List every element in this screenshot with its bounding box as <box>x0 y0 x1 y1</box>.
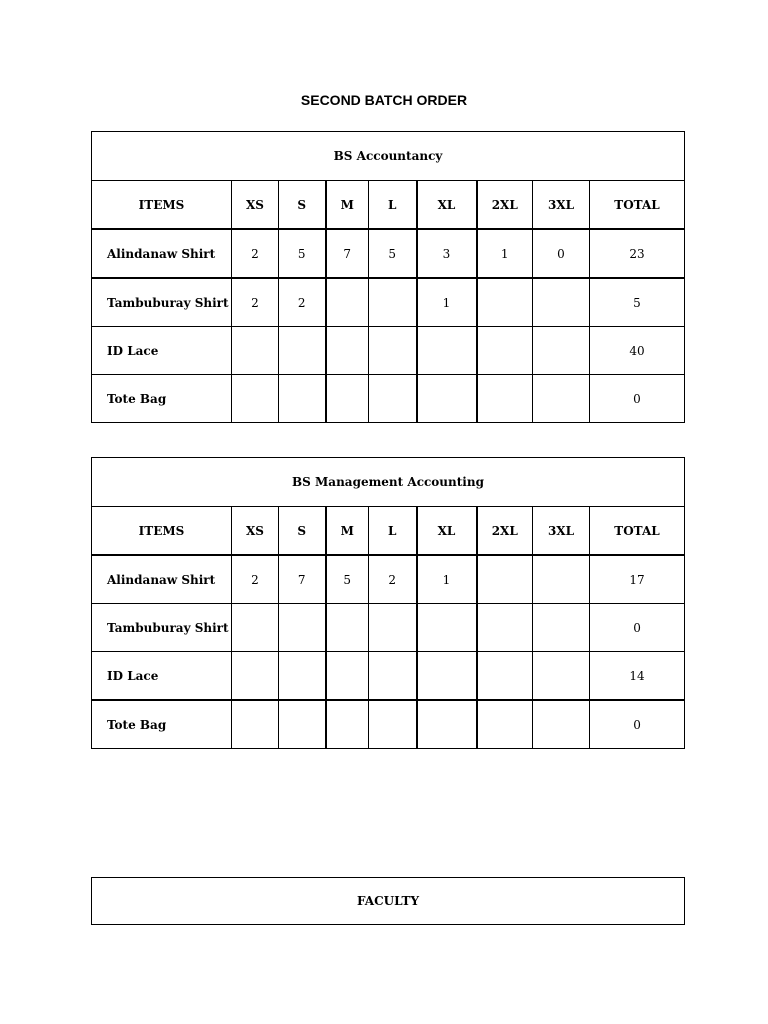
cell-3xl <box>533 700 590 749</box>
column-header-m: M <box>326 507 369 556</box>
item-name: Tote Bag <box>92 375 232 423</box>
cell-total: 5 <box>590 278 685 327</box>
cell-xl <box>417 604 477 652</box>
item-name: ID Lace <box>92 652 232 701</box>
cell-total: 14 <box>590 652 685 701</box>
cell-s: 5 <box>279 229 326 278</box>
table-caption: BS Accountancy <box>92 132 685 181</box>
cell-xs <box>232 375 279 423</box>
column-header-total: TOTAL <box>590 507 685 556</box>
order-table-bs-accountancy <box>91 131 685 423</box>
table-row <box>92 700 685 749</box>
cell-3xl <box>533 555 590 604</box>
column-header-total: TOTAL <box>590 181 685 230</box>
cell-l <box>369 604 417 652</box>
cell-3xl <box>533 604 590 652</box>
table-row <box>92 229 685 278</box>
table-row <box>92 375 685 423</box>
cell-3xl <box>533 278 590 327</box>
cell-2xl <box>477 604 533 652</box>
cell-m <box>326 327 369 375</box>
cell-2xl <box>477 555 533 604</box>
cell-2xl <box>477 278 533 327</box>
cell-m: 7 <box>326 229 369 278</box>
column-header-l: L <box>369 507 417 556</box>
cell-m <box>326 604 369 652</box>
cell-l <box>369 700 417 749</box>
cell-xl: 1 <box>417 278 477 327</box>
cell-xs: 2 <box>232 278 279 327</box>
cell-3xl <box>533 327 590 375</box>
table-row <box>92 278 685 327</box>
cell-xs <box>232 604 279 652</box>
cell-xl <box>417 327 477 375</box>
cell-2xl <box>477 700 533 749</box>
column-header-xs: XS <box>232 181 279 230</box>
cell-l <box>369 375 417 423</box>
cell-l <box>369 278 417 327</box>
faculty-table-header <box>91 877 685 925</box>
order-table-bs-management-accounting <box>91 457 685 749</box>
cell-s <box>279 652 326 701</box>
column-header-2xl: 2XL <box>477 181 533 230</box>
cell-m <box>326 652 369 701</box>
cell-total: 0 <box>590 604 685 652</box>
cell-total: 17 <box>590 555 685 604</box>
column-header-xl: XL <box>417 181 477 230</box>
cell-xs: 2 <box>232 555 279 604</box>
page-title: SECOND BATCH ORDER <box>300 92 468 108</box>
column-header-xl: XL <box>417 507 477 556</box>
cell-s <box>279 604 326 652</box>
cell-l <box>369 652 417 701</box>
column-header-2xl: 2XL <box>477 507 533 556</box>
cell-xl <box>417 375 477 423</box>
cell-2xl: 1 <box>477 229 533 278</box>
cell-total: 0 <box>590 700 685 749</box>
table-row <box>92 652 685 701</box>
cell-s <box>279 327 326 375</box>
cell-l: 5 <box>369 229 417 278</box>
table-caption: BS Management Accounting <box>92 458 685 507</box>
cell-2xl <box>477 375 533 423</box>
cell-m <box>326 375 369 423</box>
cell-xs <box>232 652 279 701</box>
cell-s: 2 <box>279 278 326 327</box>
cell-xs <box>232 700 279 749</box>
cell-3xl: 0 <box>533 229 590 278</box>
item-name: Tambuburay Shirt <box>92 278 232 327</box>
cell-total: 40 <box>590 327 685 375</box>
column-header-m: M <box>326 181 369 230</box>
cell-m <box>326 700 369 749</box>
cell-m <box>326 278 369 327</box>
item-name: ID Lace <box>92 327 232 375</box>
table-row <box>92 604 685 652</box>
cell-m: 5 <box>326 555 369 604</box>
column-header-items: ITEMS <box>92 507 232 556</box>
column-header-l: L <box>369 181 417 230</box>
cell-xl <box>417 700 477 749</box>
faculty-label: FACULTY <box>356 894 420 908</box>
cell-xl <box>417 652 477 701</box>
cell-xl: 3 <box>417 229 477 278</box>
column-header-3xl: 3XL <box>533 181 590 230</box>
item-name: Tambuburay Shirt <box>92 604 232 652</box>
cell-l <box>369 327 417 375</box>
cell-3xl <box>533 375 590 423</box>
cell-l: 2 <box>369 555 417 604</box>
column-header-s: S <box>279 507 326 556</box>
cell-s <box>279 700 326 749</box>
cell-s: 7 <box>279 555 326 604</box>
item-name: Alindanaw Shirt <box>92 555 232 604</box>
cell-s <box>279 375 326 423</box>
cell-3xl <box>533 652 590 701</box>
column-header-xs: XS <box>232 507 279 556</box>
column-header-3xl: 3XL <box>533 507 590 556</box>
cell-total: 0 <box>590 375 685 423</box>
item-name: Alindanaw Shirt <box>92 229 232 278</box>
cell-2xl <box>477 652 533 701</box>
column-header-items: ITEMS <box>92 181 232 230</box>
cell-xl: 1 <box>417 555 477 604</box>
column-header-s: S <box>279 181 326 230</box>
item-name: Tote Bag <box>92 700 232 749</box>
table-row <box>92 555 685 604</box>
cell-xs <box>232 327 279 375</box>
cell-2xl <box>477 327 533 375</box>
cell-xs: 2 <box>232 229 279 278</box>
cell-total: 23 <box>590 229 685 278</box>
table-row <box>92 327 685 375</box>
